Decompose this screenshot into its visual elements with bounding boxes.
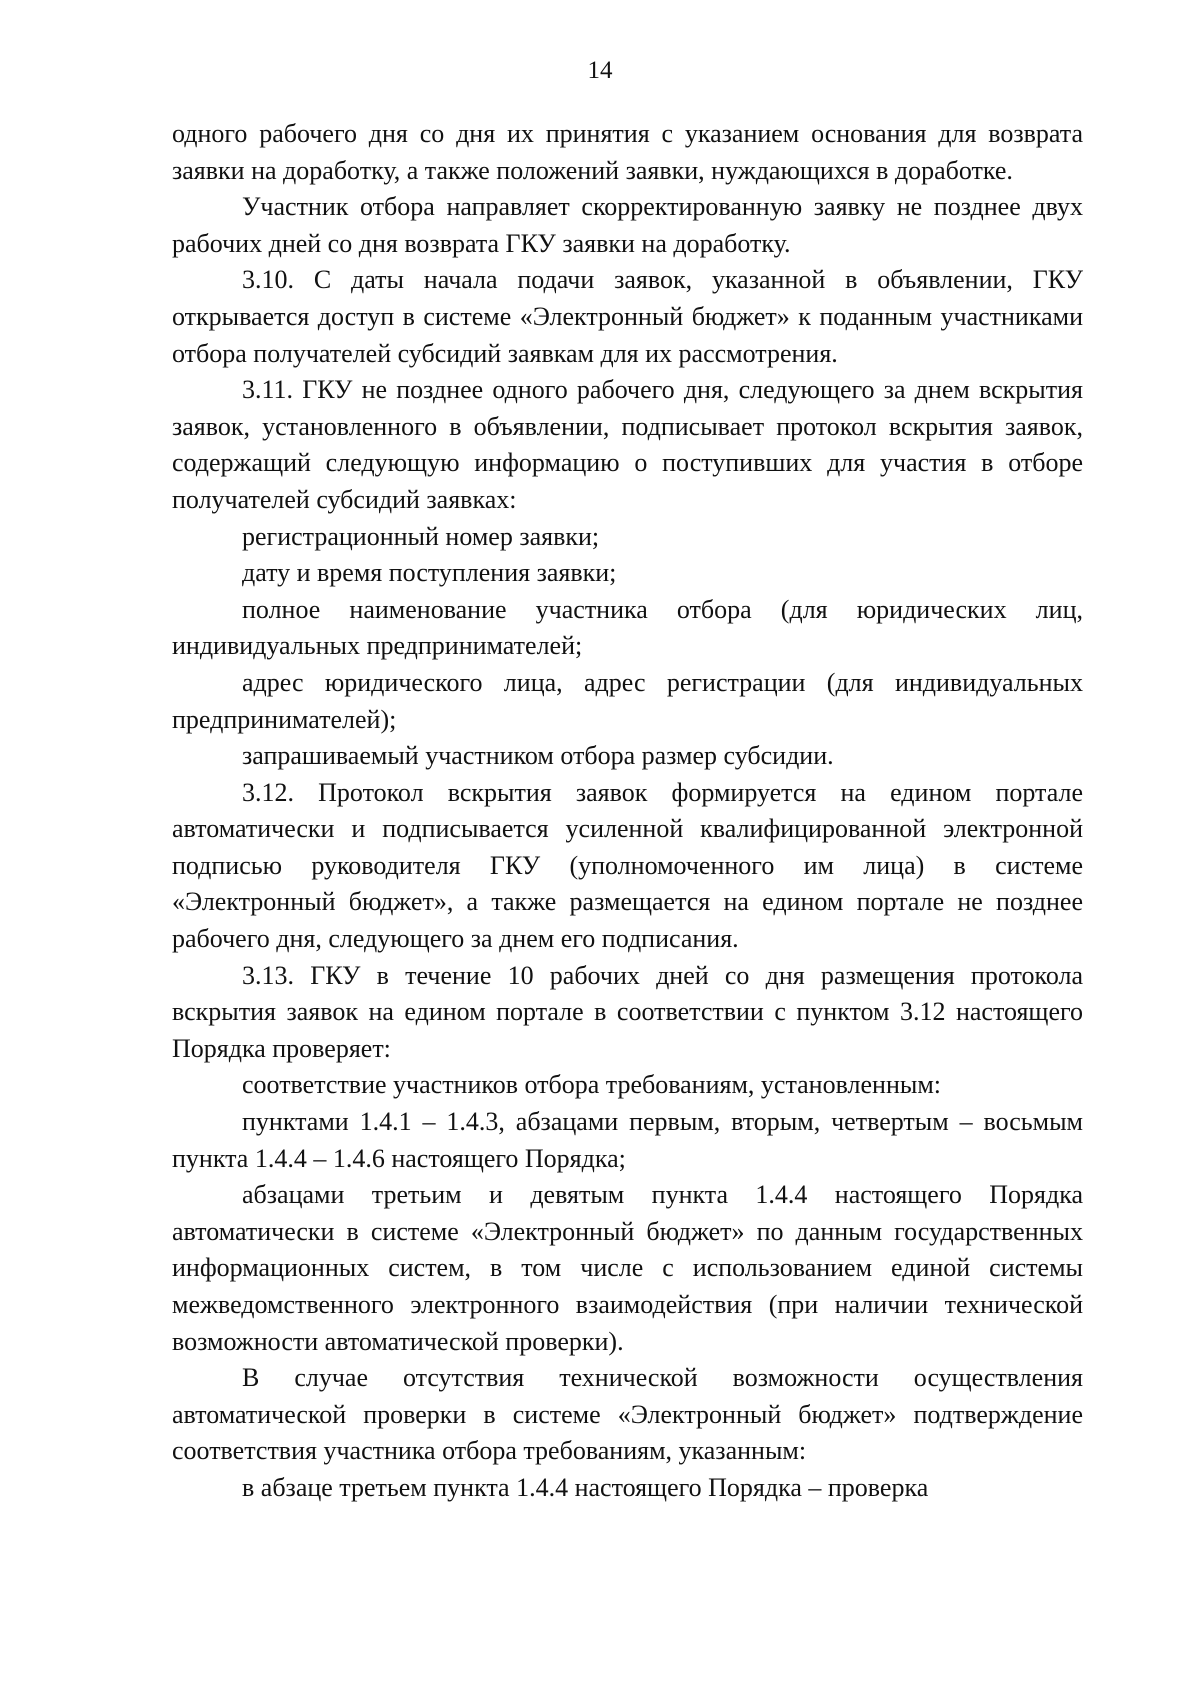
paragraph-3-11: 3.11. ГКУ не позднее одного рабочего дня, следующего за днем вскрытия заявок, установленного в объявлении, подписывает протокол вскрытия заявок, содержащий следующую информацию о поступивших для участия в отборе получателей субсидий заявках:: [172, 375, 1083, 514]
paragraph-corrected-application: Участник отбора направляет скорректированную заявку не позднее двух рабочих дней со дня возврата ГКУ заявки на доработку.: [172, 192, 1083, 258]
paragraph-automatic-check: абзацами третьим и девятым пункта 1.4.4 настоящего Порядка автоматически в системе «Электронный бюджет» по данным государственных информационных систем, в том числе с использованием единой системы межведомственного электронного взаимодействия (при наличии технической возможности автоматической проверки).: [172, 1180, 1083, 1356]
list-item-full-name: полное наименование участника отбора (для юридических лиц, индивидуальных предпринимателей;: [172, 594, 1083, 661]
paragraph-points-1-4: пунктами 1.4.1 – 1.4.3, абзацами первым, вторым, четвертым – восьмым пункта 1.4.4 – 1.4.6 настоящего Порядка;: [172, 1107, 1083, 1173]
list-item-subsidy-amount: запрашиваемый участником отбора размер субсидии.: [242, 741, 834, 771]
paragraph-no-technical-possibility: В случае отсутствия технической возможности осуществления автоматической проверки в системе «Электронный бюджет» подтверждение соответствия участника отбора требованиям, указанным:: [172, 1363, 1083, 1466]
paragraph-3-12: 3.12. Протокол вскрытия заявок формируется на едином портале автоматически и подписывается усиленной квалифицированной электронной подписью руководителя ГКУ (уполномоченного им лица) в системе «Электронный бюджет», а также размещается на едином портале не позднее рабочего дня, следующего за днем его подписания.: [172, 777, 1083, 954]
page-number: 14: [587, 57, 613, 84]
paragraph-compliance: соответствие участников отбора требованиям, установленным:: [242, 1070, 942, 1100]
document-body: [172, 116, 1083, 1507]
list-item-address: адрес юридического лица, адрес регистрации (для индивидуальных предпринимателей);: [172, 667, 1083, 734]
paragraph-3-10: 3.10. С даты начала подачи заявок, указанной в объявлении, ГКУ открывается доступ в системе «Электронный бюджет» к поданным участниками отбора получателей субсидий заявкам для их рассмотрения.: [172, 265, 1083, 368]
paragraph-third-subparagraph: в абзаце третьем пункта 1.4.4 настоящего Порядка – проверка: [242, 1472, 929, 1502]
paragraph-3-13: 3.13. ГКУ в течение 10 рабочих дней со дня размещения протокола вскрытия заявок на едином портале в соответствии с пунктом 3.12 настоящего Порядка проверяет:: [172, 960, 1083, 1063]
list-item-date-time: дату и время поступления заявки;: [242, 558, 617, 588]
list-item-registration-number: регистрационный номер заявки;: [242, 521, 600, 551]
paragraph-continuation: одного рабочего дня со дня их принятия с указанием основания для возврата заявки на доработку, а также положений заявки, нуждающихся в доработке.: [172, 119, 1083, 185]
